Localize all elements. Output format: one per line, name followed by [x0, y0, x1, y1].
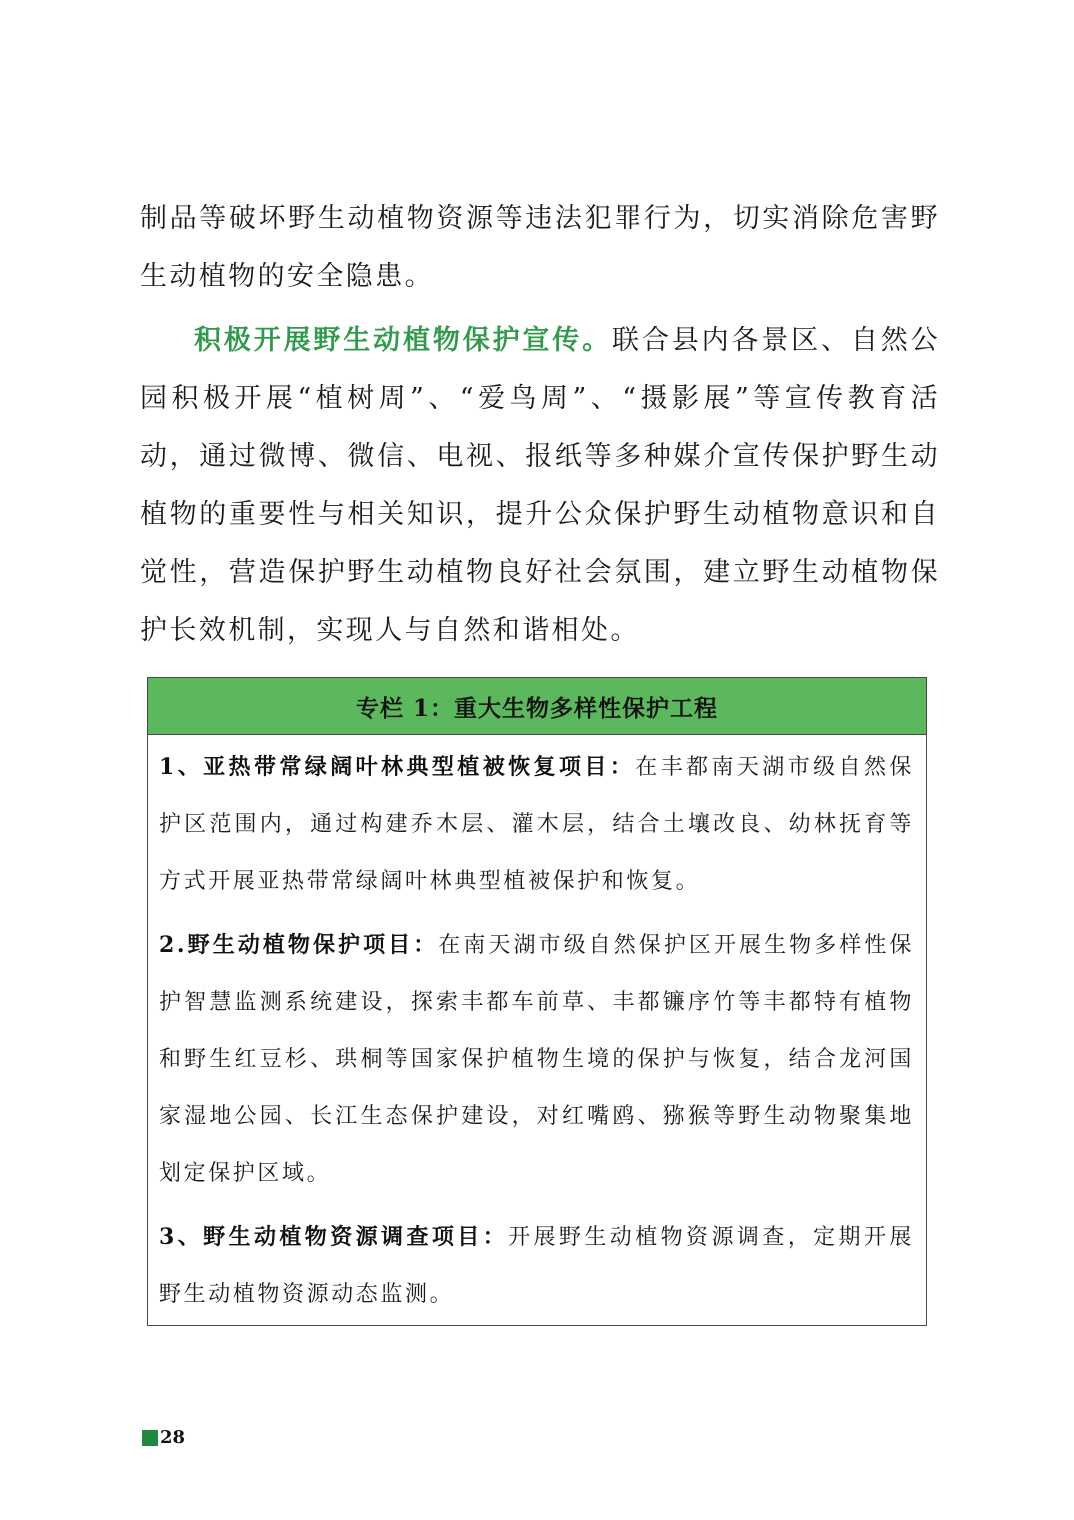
project-item-text: 在丰都南天湖市级自然保护区范围内，通过构建乔木层、灌木层，结合土壤改良、幼林抚育等方式开展亚热带常绿阔叶林典型植被保护和恢复。 [159, 755, 914, 894]
project-item-text: 在南天湖市级自然保护区开展生物多样性保护智慧监测系统建设，探索丰都车前草、丰都镰序竹等丰都特有植物和野生红豆杉、珙桐等国家保护植物生境的保护与恢复，结合龙河国家湿地公园、长江生态保护建设，对红嘴鸥、猕猴等野生动物聚集地划定保护区域。 [159, 933, 914, 1186]
project-item [148, 1209, 926, 1323]
project-item-title: 1、亚热带常绿阔叶林典型植被恢复项目： [159, 754, 636, 780]
project-item [148, 917, 926, 1202]
project-item-title: 3、野生动植物资源调查项目： [159, 1224, 509, 1250]
page-marker-square [142, 1430, 158, 1446]
page-number: 28 [160, 1427, 186, 1448]
feature-box [147, 677, 927, 1326]
project-item [148, 739, 926, 910]
item-spacer [148, 910, 926, 917]
item-spacer [148, 1202, 926, 1209]
project-item-text: 开展野生动植物资源调查，定期开展野生动植物资源动态监测。 [159, 1225, 914, 1307]
paragraph-publicity [140, 312, 940, 660]
paragraph-continued: 制品等破坏野生动植物资源等违法犯罪行为，切实消除危害野生动植物的安全隐患。 [140, 203, 940, 292]
project-item-title: 2.野生动植物保护项目： [159, 932, 439, 958]
paragraph-heading-highlight: 积极开展野生动植物保护宣传。 [194, 325, 613, 356]
feature-box-title: 专栏 1：重大生物多样性保护工程 [148, 678, 926, 735]
feature-box-items [148, 735, 926, 1323]
paragraph-body: 联合县内各景区、自然公园积极开展“植树周”、“爱鸟周”、“摄影展”等宣传教育活动，通过微博、微信、电视、报纸等多种媒介宣传保护野生动植物的重要性与相关知识，提升公众保护野生动植物意识和自觉性，营造保护野生动植物良好社会氛围，建立野生动植物保护长效机制，实现人与自然和谐相处。 [140, 325, 940, 646]
